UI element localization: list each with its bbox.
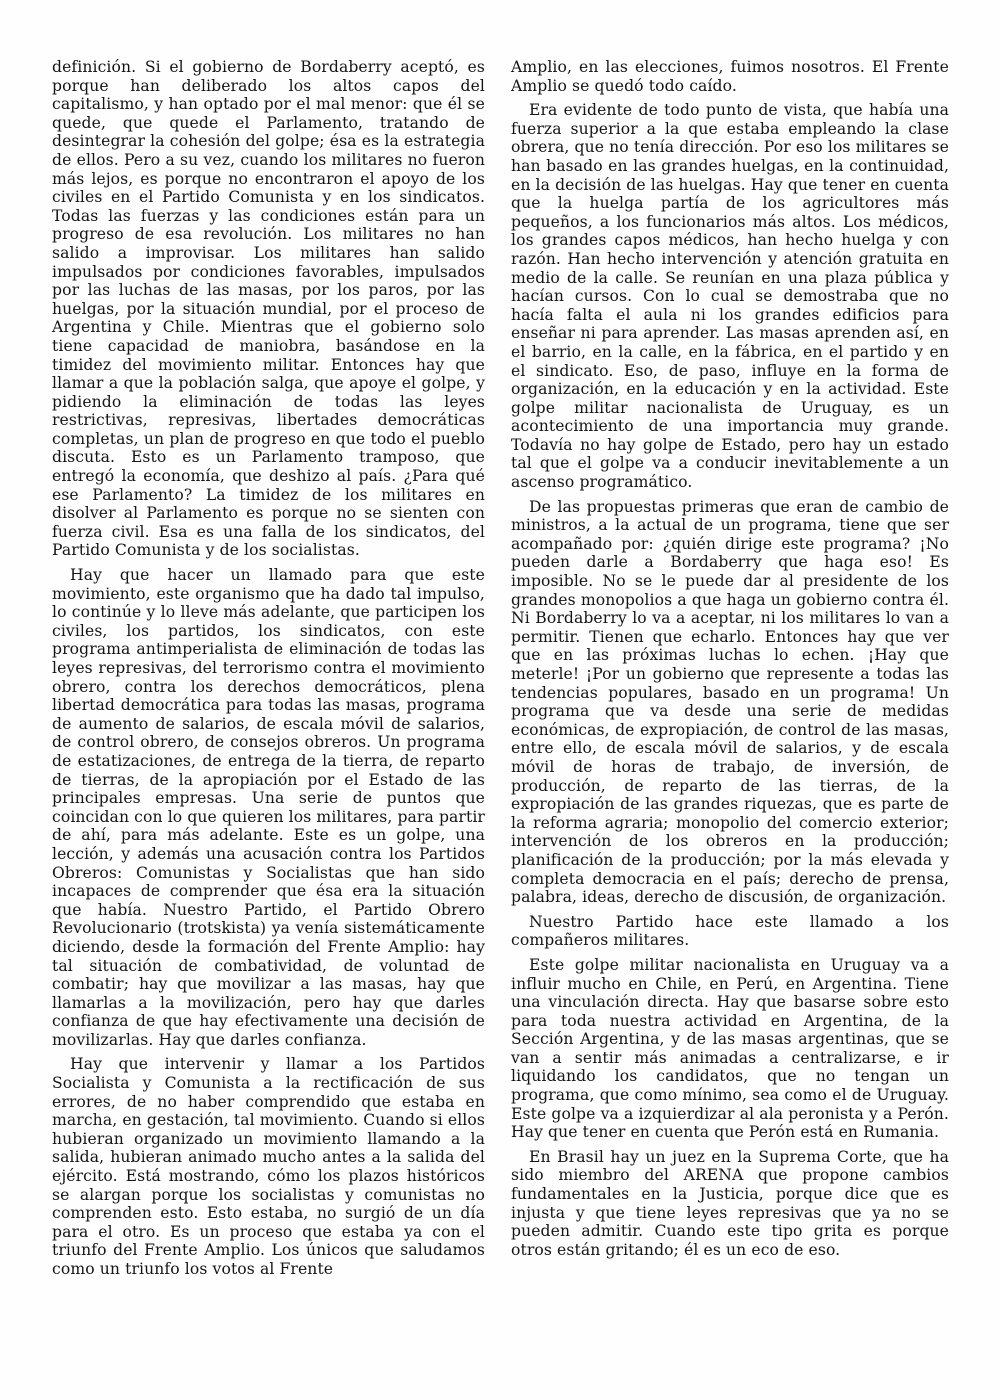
left-text-column [52, 58, 485, 1285]
paragraph: De las propuestas primeras que eran de cambio de ministros, a la actual de un programa, tiene que ser acompañado por: ¿quién dirige este programa? ¡No pueden darle a Bordaberry que haga eso! Es imposible. No se le puede dar al presidente de los grandes monopolios a que haga un gobierno contra él. Ni Bordaberry lo va a aceptar, ni los militares lo van a permitir. Tienen que echarlo. Entonces hay que ver que en las próximas luchas lo echen. ¡Hay que meterle! ¡Por un gobierno que represente a todas las tendencias populares, basado en un programa! Un programa que va desde una serie de medidas económicas, de expropiación, de control de las masas, entre ello, de escala móvil de salarios, y de escala móvil de horas de trabajo, de inversión, de producción, de reparto de las tierras, de la expropiación de las grandes riquezas, que es parte de la reforma agraria; monopolio del comercio exterior; intervención de los obreros en la producción; planificación de la producción; por la más elevada y completa democracia en el país; derecho de prensa, palabra, ideas, derecho de discusión, de organización. [511, 497, 949, 907]
right-text-column [511, 58, 949, 1265]
paragraph: Era evidente de todo punto de vista, que había una fuerza superior a la que estaba empleando la clase obrera, que no tenía dirección. Por eso los militares se han basado en las grandes huelgas, en la continuidad, en la decisión de las huelgas. Hay que tener en cuenta que la huelga partía de los agricultores más pequeños, a los funcionarios más altos. Los médicos, los grandes capos médicos, han hecho huelga y con razón. Han hecho intervención y atención gratuita en medio de la calle. Se reunían en una plaza pública y hacían cursos. Con lo cual se demostraba que no hacía falta el aula ni los grandes edificios para enseñar ni para aprender. Las masas aprenden así, en el barrio, en la calle, en la fábrica, en el partido y en el sindicato. Eso, de paso, influye en la forma de organización, en la educación y en la actividad. Este golpe militar nacionalista de Uruguay, es un acontecimiento de una importancia muy grande. Todavía no hay golpe de Estado, pero hay un estado tal que el golpe va a conducir inevitablemente a un ascenso programático. [511, 101, 949, 492]
paragraph: Amplio, en las elecciones, fuimos nosotros. El Frente Amplio se quedó todo caído. [511, 58, 949, 95]
paragraph: Nuestro Partido hace este llamado a los compañeros militares. [511, 912, 949, 950]
paragraph: definición. Si el gobierno de Bordaberry aceptó, es porque han deliberado los altos capos del capitalismo, y han optado por el mal menor: que él se quede, que quede el Parlamento, tratando de desintegrar la cohesión del golpe; ésa es la estrategia de ellos. Pero a su vez, cuando los militares no fueron más lejos, es porque no encontraron el apoyo de los civiles en el Partido Comunista y en los sindicatos. Todas las fuerzas y las condiciones están para un progreso de esa revolución. Los militares no han salido a improvisar. Los militares han salido impulsados por condiciones favorables, impulsados por las luchas de las masas, por los paros, por las huelgas, por la situación mundial, por el proceso de Argentina y Chile. Mientras que el gobierno solo tiene capacidad de maniobra, basándose en la timidez del movimiento militar. Entonces hay que llamar a que la población salga, que apoye el golpe, y pidiendo la eliminación de todas las leyes restrictivas, represivas, libertades democráticas completas, un plan de progreso en que todo el pueblo discuta. Esto es un Parlamento tramposo, que entregó la economía, que deshizo al país. ¿Para qué ese Parlamento? La timidez de los militares en disolver al Parlamento es porque no se sienten con fuerza civil. Esa es una falla de los sindicatos, del Partido Comunista y de los socialistas. [52, 58, 485, 560]
paragraph: En Brasil hay un juez en la Suprema Corte, que ha sido miembro del ARENA que propone cambios fundamentales en la Justicia, porque dice que es injusta y que tiene leyes represivas que ya no se pueden admitir. Cuando este tipo grita es porque otros están gritando; él es un eco de eso. [511, 1147, 949, 1259]
paragraph: Hay que intervenir y llamar a los Partidos Socialista y Comunista a la rectificación de sus errores, de no haber comprendido que estaba en marcha, en gestación, tal movimiento. Cuando si ellos hubieran organizado un movimiento llamando a la salida, hubieran animado mucho antes a la salida del ejército. Está mostrando, cómo los plazos históricos se alargan porque los socialistas y comunistas no comprenden esto. Esto estaba, no surgió de un día para el otro. Es un proceso que estaba ya con el triunfo del Frente Amplio. Los únicos que saludamos como un triunfo los votos al Frente [52, 1055, 485, 1278]
paragraph: Hay que hacer un llamado para que este movimiento, este organismo que ha dado tal impulso, lo continúe y lo lleve más adelante, que participen los civiles, los partidos, los sindicatos, con este programa antimperialista de eliminación de todas las leyes represivas, del terrorismo contra el movimiento obrero, contra los derechos democráticos, plena libertad democrática para todas las masas, programa de aumento de salarios, de escala móvil de salarios, de control obrero, de consejos obreros. Un programa de estatizaciones, de entrega de la tierra, de reparto de tierras, de la apropiación por el Estado de las principales empresas. Una serie de puntos que coincidan con lo que quieren los militares, para partir de ahí, para más adelante. Este es un golpe, una lección, y además una acusación contra los Partidos Obreros: Comunistas y Socialistas que han sido incapaces de comprender que ésa era la situación que había. Nuestro Partido, el Partido Obrero Revolucionario (trotskista) ya venía sistemáticamente diciendo, desde la formación del Frente Amplio: hay tal situación de combatividad, de voluntad de combatir; hay que movilizar a las masas, hay que llamarlas a la movilización, pero hay que darles confianza de que hay efectivamente una decisión de movilizarlas. Hay que darles confianza. [52, 566, 485, 1049]
paragraph: Este golpe militar nacionalista en Uruguay va a influir mucho en Chile, en Perú, en Argentina. Tiene una vinculación directa. Hay que basarse sobre esto para toda nuestra actividad en Argentina, de la Sección Argentina, y de las masas argentinas, que se van a sentir más animadas a centralizarse, e ir liquidando los candidatos, que no tengan un programa, que como mínimo, sea como el de Uruguay. Este golpe va a izquierdizar al ala peronista y a Perón. Hay que tener en cuenta que Perón está en Rumania. [511, 955, 949, 1142]
